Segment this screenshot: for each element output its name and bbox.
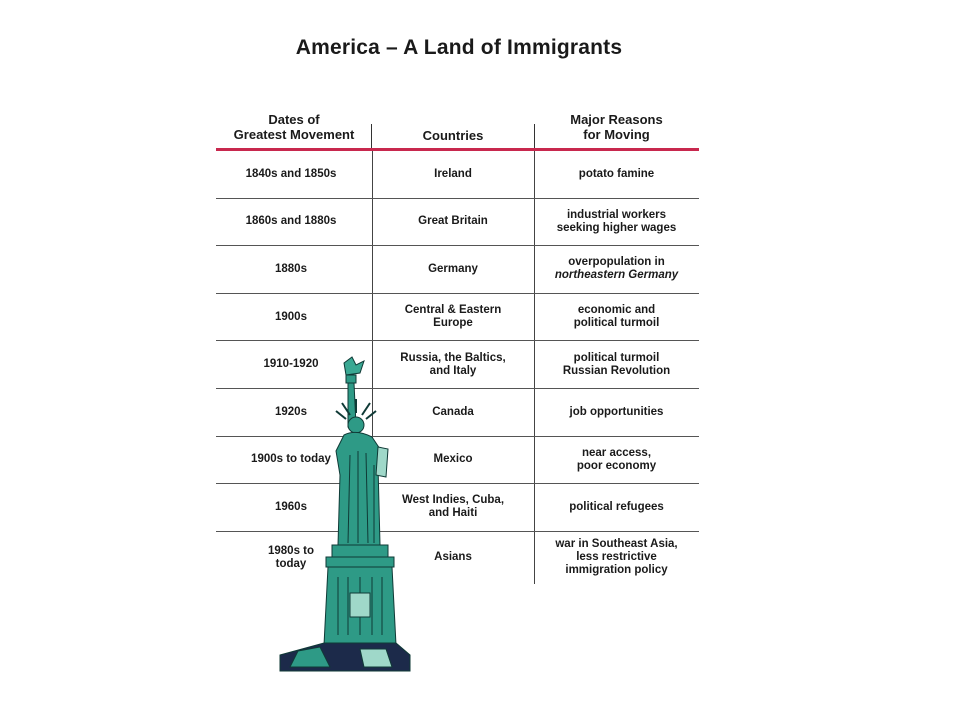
table-row	[216, 199, 699, 247]
table-row	[216, 151, 699, 199]
table-row	[216, 246, 699, 294]
table-row	[216, 294, 699, 342]
row-reason: political turmoil Russian Revolution	[562, 351, 671, 377]
row-dates: 1910-1920	[263, 358, 319, 371]
row-dates: 1920s	[275, 405, 307, 418]
row-reason: potato famine	[578, 167, 655, 180]
row-dates: 1980s to today	[267, 544, 315, 570]
row-country: Central & Eastern Europe	[404, 304, 502, 330]
row-country: West Indies, Cuba, and Haiti	[401, 494, 505, 520]
statue-of-liberty-icon	[260, 355, 420, 685]
row-country: Russia, the Baltics, and Italy	[400, 351, 506, 377]
header-divider	[371, 124, 372, 148]
row-country: Canada	[432, 405, 474, 418]
row-reason: near access, poor economy	[576, 446, 657, 472]
header-dates: Dates of Greatest Movement	[233, 112, 355, 142]
row-dates: 1900s	[275, 310, 307, 323]
header-countries: Countries	[422, 127, 484, 143]
row-country: Great Britain	[418, 215, 488, 228]
row-dates: 1880s	[275, 262, 307, 275]
row-reason: economic and political turmoil	[573, 304, 660, 330]
row-reason: war in Southeast Asia, less restrictive immigration policy	[555, 538, 678, 577]
row-reason: job opportunities	[569, 405, 664, 418]
row-dates: 1840s and 1850s	[245, 167, 337, 180]
page-title: America – A Land of Immigrants	[295, 36, 623, 59]
row-country: Germany	[428, 262, 478, 275]
row-dates: 1860s and 1880s	[245, 215, 337, 228]
row-country: Asians	[434, 551, 472, 564]
row-country: Mexico	[433, 453, 473, 466]
row-reason	[534, 246, 699, 293]
row-reason: political refugees	[569, 500, 664, 513]
row-dates: 1900s to today	[251, 453, 331, 466]
row-country: Ireland	[434, 167, 472, 180]
row-reason-line: overpopulation in	[568, 256, 665, 269]
header-reasons: Major Reasons for Moving	[570, 112, 663, 142]
row-reason-italic: northeastern Germany	[554, 269, 679, 282]
table-header	[216, 106, 699, 148]
row-reason: industrial workers seeking higher wages	[556, 208, 677, 234]
header-divider	[534, 124, 535, 148]
row-dates: 1960s	[275, 500, 307, 513]
